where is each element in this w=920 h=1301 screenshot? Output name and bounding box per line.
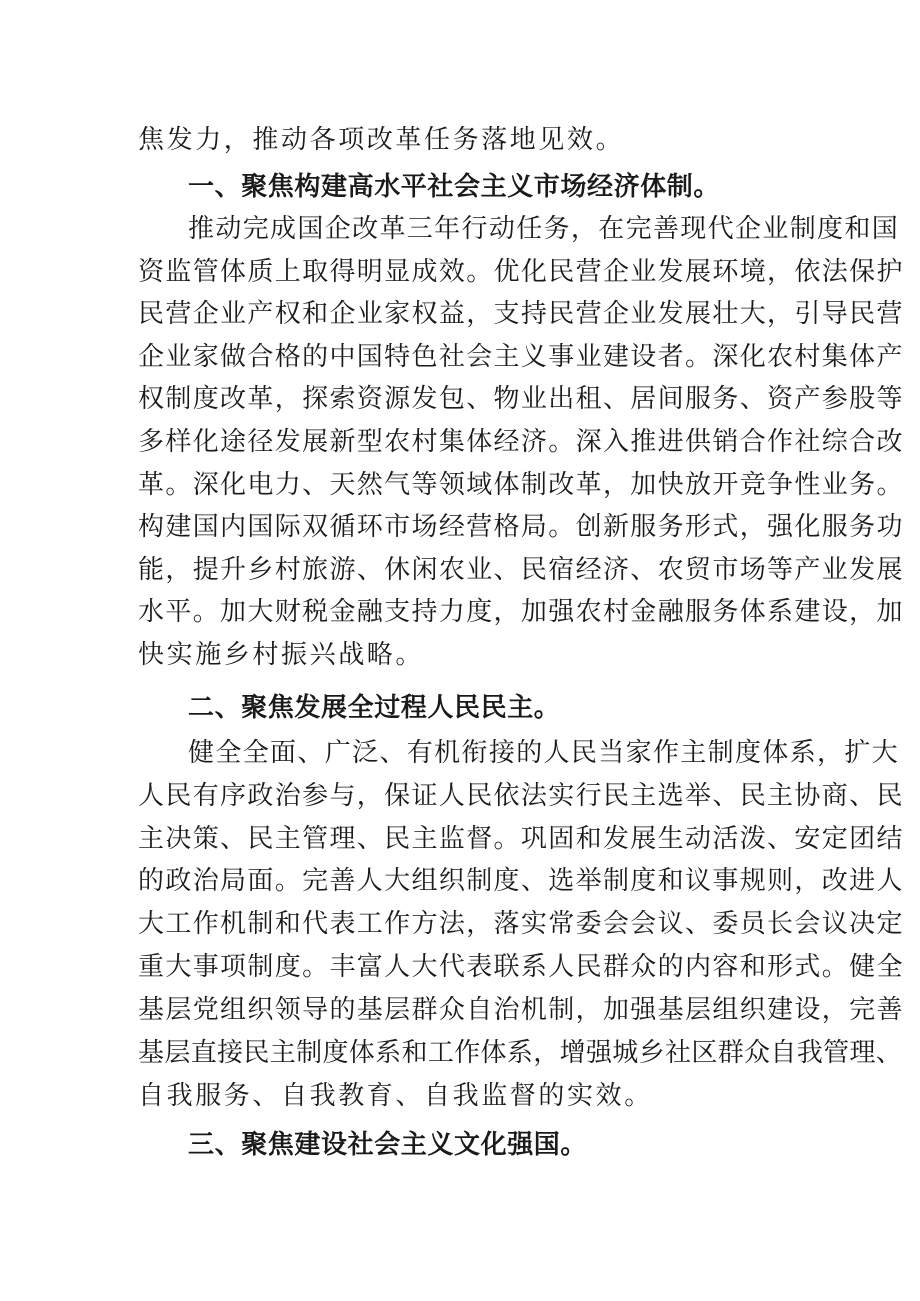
text-line: 革。深化电力、天然气等领域体制改革，加快放开竞争性业务。 xyxy=(138,470,904,500)
text-line: 资监管体质上取得明显成效。优化民营企业发展环境，依法保护 xyxy=(138,257,904,287)
text-line: 多样化途径发展新型农村集体经济。深入推进供销合作社综合改 xyxy=(138,427,904,457)
section-heading-2: 二、聚焦发展全过程人民民主。 xyxy=(188,693,561,723)
text-line: 企业家做合格的中国特色社会主义事业建设者。深化农村集体产 xyxy=(138,342,904,372)
text-line: 健全全面、广泛、有机衔接的人民当家作主制度体系，扩大 xyxy=(188,738,900,768)
text-line: 基层党组织领导的基层群众自治机制，加强基层组织建设，完善 xyxy=(138,995,904,1025)
text-line: 人民有序政治参与，保证人民依法实行民主选举、民主协商、民 xyxy=(138,781,904,811)
text-line: 的政治局面。完善人大组织制度、选举制度和议事规则，改进人 xyxy=(138,866,904,896)
text-line: 民营企业产权和企业家权益，支持民营企业发展壮大，引导民营 xyxy=(138,299,904,329)
section-heading-1: 一、聚焦构建高水平社会主义市场经济体制。 xyxy=(188,172,721,202)
section-heading-3: 三、聚焦建设社会主义文化强国。 xyxy=(188,1130,588,1160)
text-line: 主决策、民主管理、民主监督。巩固和发展生动活泼、安定团结 xyxy=(138,824,904,854)
text-line: 基层直接民主制度体系和工作体系，增强城乡社区群众自我管理、 xyxy=(138,1038,903,1068)
text-line: 重大事项制度。丰富人大代表联系人民群众的内容和形式。健全 xyxy=(138,952,904,982)
text-line: 焦发力，推动各项改革任务落地见效。 xyxy=(138,125,625,155)
text-line: 大工作机制和代表工作方法，落实常委会会议、委员长会议决定 xyxy=(138,909,904,939)
text-line: 能，提升乡村旅游、休闲农业、民宿经济、农贸市场等产业发展 xyxy=(138,555,904,585)
text-line: 快实施乡村振兴战略。 xyxy=(138,640,425,670)
text-line: 构建国内国际双循环市场经营格局。创新服务形式，强化服务功 xyxy=(138,512,904,542)
text-line: 权制度改革，探索资源发包、物业出租、居间服务、资产参股等 xyxy=(138,384,904,414)
text-line: 自我服务、自我教育、自我监督的实效。 xyxy=(138,1081,653,1111)
text-line: 推动完成国企改革三年行动任务，在完善现代企业制度和国 xyxy=(188,214,900,244)
text-line: 水平。加大财税金融支持力度，加强农村金融服务体系建设，加 xyxy=(138,597,904,627)
